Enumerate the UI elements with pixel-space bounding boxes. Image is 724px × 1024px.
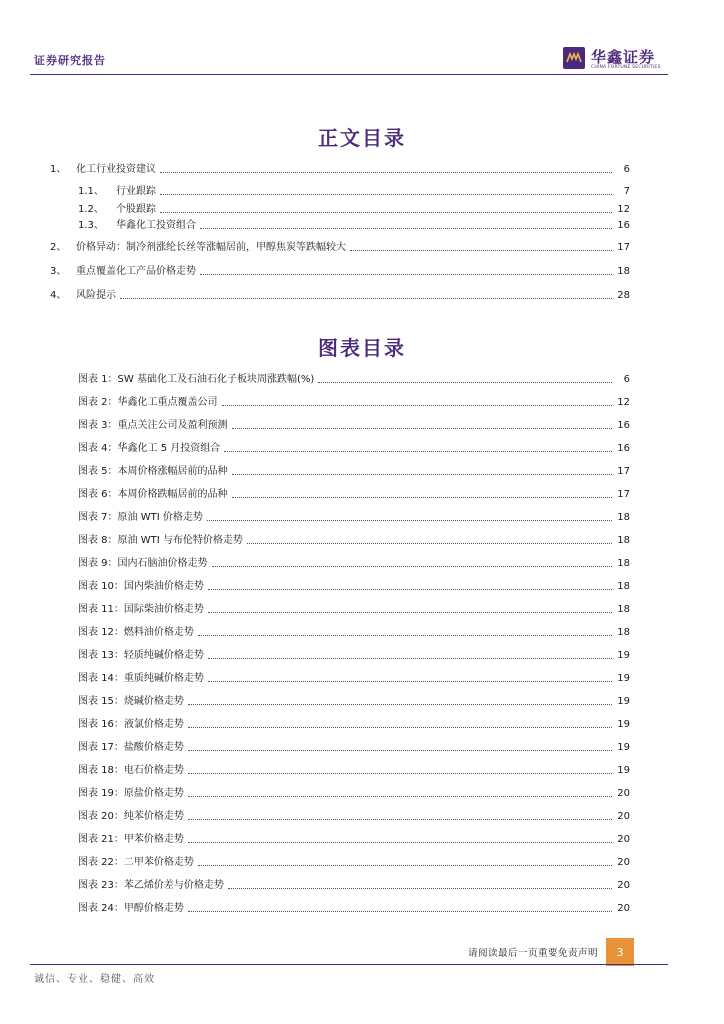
chart-toc-entry-page: 19 bbox=[617, 696, 630, 707]
chart-toc-entry-label: 图表 8：原油 WTI 与布伦特价格走势 bbox=[78, 535, 243, 546]
chart-toc-entry-label: 图表 10：国内柴油价格走势 bbox=[78, 581, 204, 592]
chart-toc-entry-label: 图表 22：二甲苯价格走势 bbox=[78, 857, 194, 868]
toc-entry-text: 化工行业投资建议 bbox=[76, 164, 156, 175]
chart-toc-entry-page: 19 bbox=[617, 719, 630, 730]
logo-text-en: CHINA FORTUNE SECURITIES bbox=[591, 65, 661, 70]
toc-entry-text: 个股跟踪 bbox=[116, 204, 156, 215]
toc-entry-text: 重点覆盖化工产品价格走势 bbox=[76, 266, 196, 277]
chart-toc-entry[interactable] bbox=[78, 393, 630, 411]
chart-toc-entry[interactable] bbox=[78, 876, 630, 894]
toc-entry-page: 6 bbox=[623, 164, 630, 175]
chart-toc-entry[interactable] bbox=[78, 807, 630, 825]
toc-entry-number: 1、 bbox=[50, 164, 67, 175]
toc-leader-dots bbox=[224, 451, 612, 452]
chart-toc-entry-page: 20 bbox=[617, 834, 630, 845]
toc-entry-number: 1.1、 bbox=[78, 186, 104, 197]
chart-toc-entry-label: 图表 17：盐酸价格走势 bbox=[78, 742, 184, 753]
toc-leader-dots bbox=[208, 681, 612, 682]
chart-toc-entry-page: 16 bbox=[617, 420, 630, 431]
footer-motto: 诚信、专业、稳健、高效 bbox=[34, 974, 155, 985]
toc-leader-dots bbox=[350, 250, 612, 251]
chart-toc-entry-page: 20 bbox=[617, 788, 630, 799]
toc-leader-dots bbox=[120, 298, 612, 299]
toc-entry[interactable] bbox=[50, 262, 630, 280]
chart-toc-entry-label: 图表 14：重质纯碱价格走势 bbox=[78, 673, 204, 684]
chart-toc-title: 图表目录 bbox=[318, 336, 406, 360]
toc-leader-dots bbox=[188, 842, 612, 843]
chart-toc-entry[interactable] bbox=[78, 853, 630, 871]
chart-toc-entry-page: 20 bbox=[617, 811, 630, 822]
chart-toc-entry[interactable] bbox=[78, 508, 630, 526]
chart-toc-entry[interactable] bbox=[78, 761, 630, 779]
chart-toc-entry-label: 图表 21：甲苯价格走势 bbox=[78, 834, 184, 845]
toc-entry-number: 2、 bbox=[50, 242, 67, 253]
chart-toc-entry[interactable] bbox=[78, 738, 630, 756]
brand-logo bbox=[563, 45, 673, 73]
chart-toc-entry-page: 17 bbox=[617, 489, 630, 500]
chart-toc-entry[interactable] bbox=[78, 830, 630, 848]
toc-leader-dots bbox=[188, 704, 612, 705]
toc-leader-dots bbox=[208, 612, 612, 613]
toc-entry-number: 4、 bbox=[50, 290, 67, 301]
chart-toc-entry-label: 图表 2：华鑫化工重点覆盖公司 bbox=[78, 397, 218, 408]
chart-toc-entry-label: 图表 16：液氯价格走势 bbox=[78, 719, 184, 730]
chart-toc-entry-page: 19 bbox=[617, 650, 630, 661]
toc-leader-dots bbox=[208, 658, 612, 659]
chart-toc-entry[interactable] bbox=[78, 600, 630, 618]
toc-leader-dots bbox=[212, 566, 612, 567]
chart-toc-entry[interactable] bbox=[78, 416, 630, 434]
chart-toc-entry-label: 图表 19：原盐价格走势 bbox=[78, 788, 184, 799]
chart-toc-entry[interactable] bbox=[78, 623, 630, 641]
chart-toc-entry[interactable] bbox=[78, 715, 630, 733]
chart-toc-entry-page: 18 bbox=[617, 604, 630, 615]
toc-entry[interactable] bbox=[50, 238, 630, 256]
chart-toc-entry-label: 图表 6：本周价格跌幅居前的品种 bbox=[78, 489, 228, 500]
chart-toc-entry-page: 18 bbox=[617, 627, 630, 638]
chart-toc-entry[interactable] bbox=[78, 669, 630, 687]
chart-toc-entry[interactable] bbox=[78, 462, 630, 480]
logo-text-cn: 华鑫证券 bbox=[591, 48, 656, 66]
chart-toc-entry[interactable] bbox=[78, 370, 630, 388]
chart-toc-entry-label: 图表 12：燃料油价格走势 bbox=[78, 627, 194, 638]
toc-entry-page: 12 bbox=[617, 204, 630, 215]
toc-leader-dots bbox=[188, 911, 612, 912]
toc-leader-dots bbox=[228, 888, 612, 889]
toc-entry-page: 18 bbox=[617, 266, 630, 277]
chart-toc-entry-label: 图表 5：本周价格涨幅居前的品种 bbox=[78, 466, 228, 477]
chart-toc-entry-label: 图表 18：电石价格走势 bbox=[78, 765, 184, 776]
chart-toc-entry-label: 图表 11：国际柴油价格走势 bbox=[78, 604, 204, 615]
header-divider bbox=[30, 74, 668, 75]
chart-toc-entry[interactable] bbox=[78, 485, 630, 503]
text-toc-title: 正文目录 bbox=[318, 126, 406, 150]
chart-toc-entry-page: 20 bbox=[617, 880, 630, 891]
chart-toc-entry-label: 图表 13：轻质纯碱价格走势 bbox=[78, 650, 204, 661]
chart-toc-entry-page: 17 bbox=[617, 466, 630, 477]
chart-toc-entry[interactable] bbox=[78, 439, 630, 457]
toc-leader-dots bbox=[247, 543, 612, 544]
chart-toc-entry-label: 图表 24：甲醇价格走势 bbox=[78, 903, 184, 914]
toc-entry-text: 华鑫化工投资组合 bbox=[116, 220, 196, 231]
chart-toc-entry-page: 20 bbox=[617, 857, 630, 868]
toc-entry-number: 1.2、 bbox=[78, 204, 104, 215]
chart-toc-entry-page: 18 bbox=[617, 558, 630, 569]
toc-leader-dots bbox=[200, 274, 612, 275]
toc-entry-text: 行业跟踪 bbox=[116, 186, 156, 197]
toc-entry[interactable] bbox=[50, 160, 630, 178]
toc-leader-dots bbox=[232, 428, 612, 429]
chart-toc-entry-page: 19 bbox=[617, 742, 630, 753]
chart-toc-entry-label: 图表 7：原油 WTI 价格走势 bbox=[78, 512, 203, 523]
chart-toc-entry-page: 18 bbox=[617, 535, 630, 546]
toc-leader-dots bbox=[207, 520, 612, 521]
chart-toc-entry-label: 图表 3：重点关注公司及盈利预测 bbox=[78, 420, 228, 431]
chart-toc-entry-page: 18 bbox=[617, 512, 630, 523]
toc-leader-dots bbox=[232, 474, 612, 475]
toc-entry[interactable] bbox=[78, 182, 630, 200]
toc-leader-dots bbox=[160, 194, 612, 195]
footer-divider bbox=[30, 964, 668, 965]
chart-toc-entry-page: 6 bbox=[623, 374, 630, 385]
toc-entry-page: 7 bbox=[623, 186, 630, 197]
toc-entry-page: 16 bbox=[617, 220, 630, 231]
chart-toc-entry-label: 图表 4：华鑫化工 5 月投资组合 bbox=[78, 443, 221, 454]
toc-leader-dots bbox=[198, 635, 612, 636]
toc-leader-dots bbox=[208, 589, 612, 590]
chart-toc-entry-page: 12 bbox=[617, 397, 630, 408]
toc-leader-dots bbox=[188, 819, 612, 820]
toc-leader-dots bbox=[222, 405, 612, 406]
chart-toc-entry[interactable] bbox=[78, 899, 630, 917]
toc-entry-text: 风险提示 bbox=[76, 290, 116, 301]
toc-leader-dots bbox=[188, 727, 612, 728]
logo-mark-icon bbox=[563, 47, 585, 69]
chart-toc-entry-page: 19 bbox=[617, 765, 630, 776]
chart-toc-entry-label: 图表 9：国内石脑油价格走势 bbox=[78, 558, 208, 569]
toc-leader-dots bbox=[200, 228, 612, 229]
disclaimer-note: 请阅读最后一页重要免责声明 bbox=[467, 948, 598, 959]
page-number: 3 bbox=[606, 938, 634, 966]
toc-leader-dots bbox=[160, 212, 612, 213]
chart-toc-entry[interactable] bbox=[78, 554, 630, 572]
toc-leader-dots bbox=[318, 382, 612, 383]
chart-toc-entry-page: 18 bbox=[617, 581, 630, 592]
chart-toc-entry-page: 16 bbox=[617, 443, 630, 454]
toc-entry-number: 3、 bbox=[50, 266, 67, 277]
chart-toc-entry[interactable] bbox=[78, 646, 630, 664]
chart-toc-entry-label: 图表 20：纯苯价格走势 bbox=[78, 811, 184, 822]
toc-leader-dots bbox=[160, 172, 612, 173]
toc-leader-dots bbox=[198, 865, 612, 866]
chart-toc-entry[interactable] bbox=[78, 577, 630, 595]
toc-entry-number: 1.3、 bbox=[78, 220, 104, 231]
toc-leader-dots bbox=[232, 497, 612, 498]
chart-toc-entry-page: 19 bbox=[617, 673, 630, 684]
toc-leader-dots bbox=[188, 750, 612, 751]
toc-leader-dots bbox=[188, 796, 612, 797]
chart-toc-entry-label: 图表 1：SW 基础化工及石油石化子板块周涨跌幅(%) bbox=[78, 374, 315, 385]
toc-entry[interactable] bbox=[78, 216, 630, 234]
toc-entry-page: 17 bbox=[617, 242, 630, 253]
toc-leader-dots bbox=[188, 773, 612, 774]
toc-entry-page: 28 bbox=[617, 290, 630, 301]
toc-entry[interactable] bbox=[50, 286, 630, 304]
chart-toc-entry[interactable] bbox=[78, 692, 630, 710]
toc-entry-text: 价格异动：制冷剂涨纶长丝等涨幅居前，甲醇焦炭等跌幅较大 bbox=[76, 242, 346, 253]
chart-toc-entry-page: 20 bbox=[617, 903, 630, 914]
chart-toc-entry[interactable] bbox=[78, 531, 630, 549]
chart-toc-entry-label: 图表 15：烧碱价格走势 bbox=[78, 696, 184, 707]
chart-toc-entry-label: 图表 23：苯乙烯价差与价格走势 bbox=[78, 880, 224, 891]
chart-toc-entry[interactable] bbox=[78, 784, 630, 802]
report-label: 证券研究报告 bbox=[34, 54, 106, 67]
